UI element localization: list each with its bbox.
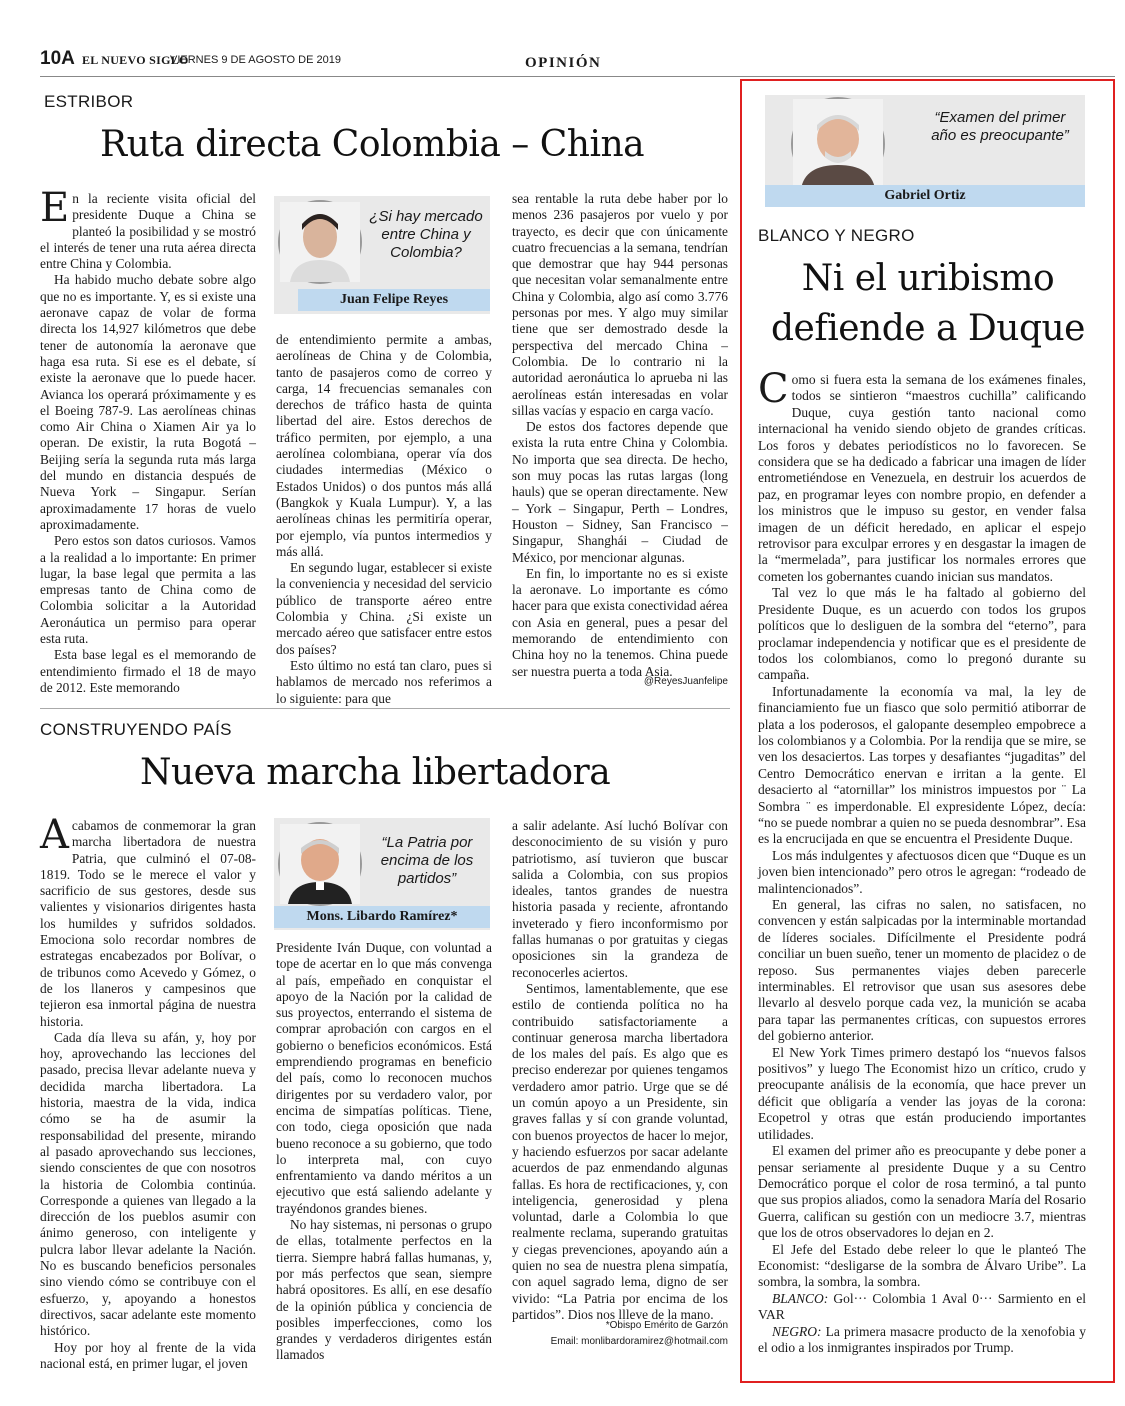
paragraph: El Jefe del Estado debe releer lo que le planteó The Economist: “desligarse de la sombra de Álvaro Uribe”. La sombra, la sombra, la sombra. bbox=[758, 1241, 1086, 1290]
section-divider bbox=[40, 708, 730, 709]
headline-line: defiende a Duque bbox=[771, 308, 1085, 349]
paragraph: n la reciente visita oficial del presidente Duque a China se planteó la posibilidad y se mostró el interés de tener una ruta aérea directa entre China y Colombia. bbox=[40, 191, 256, 272]
publication-date: VIERNES 9 DE AGOSTO DE 2019 bbox=[170, 54, 341, 66]
paragraph: cabamos de conmemorar la gran marcha libertadora de nuestra Patria, que culminó el 07-08-1819. Todo se le merece el valor y sacrificio de sus gestores, desde sus valientes y visionarios dirigentes hasta los humildes y sufridos soldados. Emociona solo recordar nombres de estrategas encabezados por Bolívar, o de tribunos como Acevedo y Gómez, o de los llaneros y campesinos que tejieron esa inmortal página de nuestra historia. bbox=[40, 818, 256, 1029]
paragraph: omo si fuera esta la semana de los exámenes finales, todos se sintieron “maestros cuchilla” calificando Duque, cuya gestión tanto nacional como internacional ha venido siendo objeto de grandes críticas. Los foros y debates periodísticos no lo favorecen. Se considera que se ha dedicado a fabricar una imagen de líder entrometiéndose en Venezuela, en destruir los acuerdos de paz, en programar leyes con nombre propio, en defender a los ministros que le impuso su gestor, en vender falsa imagen de un déficit heredado, en aplicar el espejo retrovisor para exculpar errores y en desgastar la imagen de la “mermelada”, para justificar los normales errores que cometen los gobernantes cuando inician sus mandatos. bbox=[758, 372, 1086, 584]
article1-column-1 bbox=[40, 185, 256, 695]
author-box-juan-felipe-reyes bbox=[274, 196, 490, 314]
drop-cap: C bbox=[758, 366, 789, 412]
article2-headline: Nueva marcha libertadora bbox=[140, 752, 611, 793]
article1-headline: Ruta directa Colombia – China bbox=[100, 124, 645, 165]
negro-label: NEGRO: bbox=[772, 1323, 822, 1339]
article3-body bbox=[758, 366, 1087, 1364]
paragraph: Ha habido mucho debate sobre algo que no es importante. Y, es si existe una aeronave capaz de volar de forma directa los 14,927 kilómetros que debe tener de autonomía la aeronave que haga esa ruta. Si ese es el debate, sí existe la aeronave que lo puede hacer. Avianca los operará próximamente y es el Boeing 787-9. Las aerolíneas chinas como Air China o Xiamen Air ya lo operan. De existir, la ruta Bogotá – Beijing sería la segunda ruta más larga del mundo en distancia después de Nueva York – Singapur. Serían aproximadamente 17 horas de vuelo aproximadamente. bbox=[40, 272, 256, 532]
paragraph: a salir adelante. Así luchó Bolívar con desconocimiento de su visión y puro patriotismo, así tuvieron que buscar salida a Colombia, con sus propios ideales, tantos grandes de nuestra historia pasada y reciente, afrontando inveterado y fiero inconformismo por fallas humanas o por gratuitas y ciegas oposiciones sin la grandeza de reconocerles aciertos. bbox=[512, 818, 728, 980]
portrait-icon bbox=[793, 99, 883, 189]
article2-column-1 bbox=[40, 812, 256, 1371]
article2-column-3 bbox=[512, 818, 728, 1322]
paragraph: Cada día lleva su afán, y, hoy por hoy, aprovechando las lecciones del pasado, precisa llevar adelante nueva y decidida marcha libertadora. La historia, maestra de la vida, indica cómo se ha de asumir la responsabilidad del presente, mirando al pasado aprovechando sus lecciones, siendo conscientes de que con nosotros la historia de Colombia continúa. Corresponde a quienes van llegado a la dirección de los pueblos asumir con ánimo generoso, con inteligente y pulcra labor llevar adelante la Nación. No es buscando beneficios personales sino viendo cómo se contribuye con el esfuerzo, y, apoyando a honestos directivos, sacar adelante este momento histórico. bbox=[40, 1029, 256, 1339]
page-number: 10A bbox=[40, 48, 75, 69]
paragraph: De estos dos factores depende que exista la ruta entre China y Colombia. No importa que sea directa. De hecho, son muy pocas las rutas largas (long hauls) que se operan directamente. New – York – Singapur, Perth – Londres, Houston – Sidney, San Francisco – Singapur, Shanghái – Ciudad de México, por mencionar algunas. bbox=[512, 419, 728, 565]
author-box-gabriel-ortiz bbox=[765, 95, 1085, 207]
negro-text: La primera masacre producto de la xenofobia y el odio a los inmigrantes inspirados por Trump. bbox=[758, 1323, 1086, 1355]
paragraph: Los más indulgentes y afectuosos dicen que “Duque es un joven bien intencionado” pero otros le agregan: “rodeado de malintencionados”. bbox=[758, 847, 1086, 896]
article2-kicker: CONSTRUYENDO PAÍS bbox=[40, 720, 232, 739]
article1-kicker: ESTRIBOR bbox=[44, 92, 134, 111]
paragraph: sea rentable la ruta debe haber por lo menos 236 pasajeros por vuelo y por trayecto, es decir que con únicamente cuatro frecuencias a la semana, tendrían que demostrar que hay 944 personas que necesitan volar semanalmente entre China y Colombia, algo así como 3.776 personas por mes. Y algo muy similar tiene que ser demostrado desde la perspectiva del mercado China – Colombia. De lo contrario ni la autoridad aeronáutica lo aprueba ni las aerolíneas están interesadas en volar sillas vacías y espacio en carga vacío. bbox=[512, 191, 728, 418]
article3-kicker: BLANCO Y NEGRO bbox=[758, 226, 915, 245]
paragraph: El examen del primer año es preocupante y debe poner a pensar seriamente al presidente Duque y a su Centro Democrático porque el color de rosa terminó, a tal punto que sus propios aliados, como la senadora María del Rosario Guerra, califican su gestión con un mediocre 3.7, mientras que los de otros observadores lo dejan en 2. bbox=[758, 1143, 1086, 1241]
paragraph: Presidente Iván Duque, con voluntad a tope de acertar en lo que más convenga al país, empeñado en conquistar el apoyo de la Nación por la calidad de sus proyectos, enterrando el sistema de comprar aprobación con cargos en el gobierno o beneficios económicos. Está emprendiendo programas en beneficio del país, como lo reconocen muchos dirigentes por su verdadero valor, por encima de simpatías políticas. Tiene, con todo, ciega oposición que nada bueno reconoce a su gobierno, que todo lo interpreta mal, con cuyo enfrentamiento va dando méritos a un ejecutivo que está saliendo adelante y trayéndonos grandes bienes. bbox=[276, 940, 492, 1216]
portrait-icon bbox=[280, 202, 360, 282]
author-name: Juan Felipe Reyes bbox=[298, 289, 490, 311]
author-quote: “La Patria por encima de los partidos” bbox=[380, 834, 474, 887]
paragraph: Infortunadamente la economía va mal, la ley de financiamiento fue un fiasco que solo permitió atiborrar de plata a los poderosos, el galopante desempleo empobrece a los colombianos y a Colombia. Por la rendija que se mire, se ven los desaciertos. Las torpes y desafiantes “jugaditas” del Centro Democrático enervan e irritan a la gente. El desacierto al “atornillar” los ministros impuestos por ¨ La Sombra ¨ es imperdonable. El expresidente López, decía: “no se puede nombrar a quien no se pueda desnombrar”. Esa es la encrucijada en que se encuentra el Presidente Duque. bbox=[758, 683, 1087, 847]
drop-cap: E bbox=[40, 185, 70, 231]
author-name: Gabriel Ortiz bbox=[765, 185, 1085, 207]
paragraph: Sentimos, lamentablemente, que ese estilo de contienda política no ha contribuido satisfactoriamente a continuar generosa marcha libertadora de los males del país. Es algo que es preciso enderezar por quienes tengamos verdadero amor patrio. Urge que se dé un común apoyo a un Presidente, sin graves fallas y sí con grande voluntad, con buenos proyectos de hacer lo mejor, y haciendo esfuerzos por sacar adelante acuerdos de paz enmendando algunas fallas. Es hora de rectificaciones, y, con inteligencia, generosidad y plena voluntad, darle a Colombia lo que realmente reclama, superando gratuitas y ciegas prevenciones, apoyando aún a quien no sea de nuestra plena simpatía, con aquel sagrado lema, digno de ser vivido: “La Patria por encima de los partidos”. Dios nos llleve de la mano. bbox=[512, 980, 728, 1322]
blanco-note bbox=[758, 1291, 1086, 1324]
article2-column-2 bbox=[276, 940, 492, 1363]
blanco-label: BLANCO: bbox=[772, 1290, 829, 1306]
article1-column-3 bbox=[512, 191, 728, 679]
author-email: Email: monlibardoramirez@hotmail.com bbox=[550, 1336, 728, 1347]
author-photo bbox=[278, 822, 362, 906]
author-photo bbox=[278, 200, 362, 284]
paragraph: El New York Times primero destapó los “nuevos falsos positivos” y luego The Economist hizo un crítico, crudo y preocupante análisis de la economía, que hace prever un déficit que obligaría a vender las joyas de la corona: Ecopetrol y otras que están produciendo importantes utilidades. bbox=[758, 1044, 1086, 1142]
paragraph: En fin, lo importante no es si existe la aeronave. Lo importante es cómo hacer para que exista conectividad aérea con Asia en general, pues a pesar del memorando de entendimiento con China hoy no la tenemos. China puede ser nuestra puerta a toda Asia. bbox=[512, 565, 728, 679]
paragraph: Tal vez lo que más le ha faltado al gobierno del Presidente Duque, es un acuerdo con todos los grupos políticos que lo desliguen de la sombra del “eterno”, para proclamar independencia y notificar que es el presidente de todos los colombianos, como lo pregonó durante su campaña. bbox=[758, 585, 1086, 683]
headline-line: Ni el uribismo bbox=[801, 258, 1055, 299]
paragraph: Pero estos son datos curiosos. Vamos a la realidad a lo importante: En primer lugar, la base legal que permita a las empresas tanto de China como de Colombia solicitar a la Autoridad Aeronáutica un permiso para operar esta ruta. bbox=[40, 533, 256, 647]
portrait-icon bbox=[280, 824, 360, 904]
header-rule bbox=[40, 76, 1115, 77]
paragraph: de entendimiento permite a ambas, aerolíneas de China y de Colombia, tanto de pasajeros como de correo y carga, 14 frecuencias semanales con derechos de tráfico hasta de quinta libertad del aire. Estos derechos de tráfico permiten, por ejemplo, a una aerolínea colombiana, operar vía dos ciudades intermedias (México o Estados Unidos) o dos puntos más allá (Bangkok y Kuala Lumpur). Y, a las aerolíneas chinas les permitiría operar, por ejemplo, vía puntos intermedios y más allá. bbox=[276, 332, 492, 559]
paragraph: Esta base legal es el memorando de entendimiento firmado el 18 de mayo de 2012. Este memorando bbox=[40, 647, 256, 695]
publication-name: EL NUEVO SIGLO bbox=[82, 53, 189, 67]
paragraph: Hoy por hoy al frente de la vida nacional está, en primer lugar, el joven bbox=[40, 1339, 256, 1371]
article1-column-2 bbox=[276, 332, 492, 706]
section-title: OPINIÓN bbox=[525, 55, 602, 71]
paragraph: En segundo lugar, establecer si existe la conveniencia y necesidad del servicio público de transporte aéreo entre Colombia y China. ¿Si existe un mercado aéreo que satisfacer entre estos dos países? bbox=[276, 560, 492, 657]
paragraph: Esto último no está tan claro, pues si hablamos de mercado nos referimos a lo siguiente: para que bbox=[276, 657, 492, 706]
drop-cap: A bbox=[40, 812, 69, 858]
paragraph: En general, las cifras no salen, no satisfacen, no convencen y están salpicadas por la interminable mortandad de líderes sociales. Difícilmente el Presidente podrá conciliar un buen sueño, tener un momento de placidez o de reposo. Sus permanentes viajes deben parecerle interminables. El retrovisor que usan sus asesores debe llevarlo al desvelo porque cada vez, la munición se acaba para tapar las permanentes críticas, con supuestos errores del gobierno anterior. bbox=[758, 897, 1086, 1044]
article3-headline bbox=[758, 254, 1098, 354]
blanco-text: Gol··· Colombia 1 Aval 0··· Sarmiento en el VAR bbox=[758, 1290, 1086, 1323]
paragraph: No hay sistemas, ni personas o grupo de ellas, totalmente perfectos en la tierra. Siempre habrá fallas humanas, y, por más perfectos que sean, siempre habrá opositores. Es allí, en ese desafío de la opinión pública y conciencia de posibles imperfecciones, como los grandes y verdaderos dirigentes están llamados bbox=[276, 1217, 492, 1363]
author-handle: @ReyesJuanfelipe bbox=[643, 676, 728, 687]
author-box-libardo-ramirez bbox=[274, 818, 490, 930]
footnote: *Obispo Emérito de Garzón bbox=[605, 1320, 728, 1331]
author-quote: “Examen del primer año es preocupante” bbox=[931, 109, 1069, 144]
author-quote: ¿Si hay mercado entre China y Colombia? bbox=[369, 208, 483, 261]
author-name: Mons. Libardo Ramírez* bbox=[274, 906, 490, 928]
negro-note bbox=[758, 1324, 1086, 1357]
author-photo bbox=[791, 97, 885, 191]
